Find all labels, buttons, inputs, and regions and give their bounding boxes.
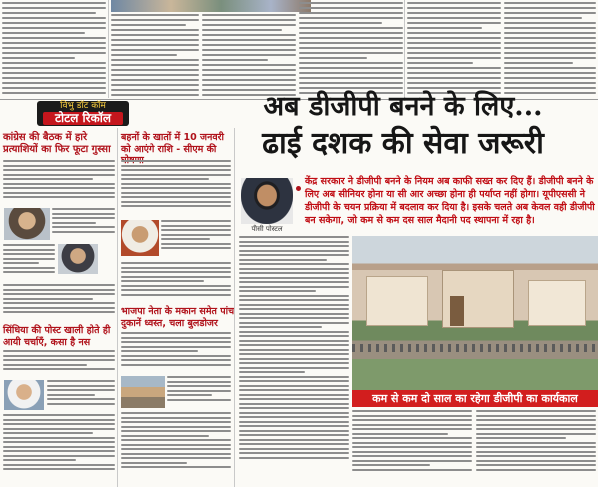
portrait-caption: पीसी पोस्टल <box>251 225 283 233</box>
deck-bullet-icon <box>296 186 301 191</box>
column-divider <box>404 0 405 98</box>
mid-col-text-3 <box>121 262 231 304</box>
badge-line-1: विभु डॉट कॉम <box>60 101 106 111</box>
left-col-text-4 <box>3 284 115 324</box>
mid-photo-1 <box>121 220 159 256</box>
mid-headline-2: भाजपा नेता के मकान समेत पांच दुकानें ध्वस्त, चला बुलडोजर <box>121 306 235 329</box>
main-col-text-1 <box>239 236 349 486</box>
mid-headline-1: बहनों के खातों में 10 जनवरी को आएंगे राशि - सीएम की <box>121 132 224 155</box>
mid-col-text-4 <box>121 332 231 376</box>
portrait-photo <box>241 178 293 224</box>
main-headline <box>208 90 598 164</box>
left-headline-1: कांग्रेस की बैठक में हारे प्रत्याशियों का फिर फूटा गुस्सा <box>3 132 111 155</box>
left-col-text-3 <box>3 244 55 282</box>
mid-col-text-6 <box>121 412 231 486</box>
column-divider <box>117 128 118 487</box>
main-col-text-3 <box>476 410 596 486</box>
top-col-1 <box>2 2 106 100</box>
top-col-5 <box>407 2 501 100</box>
section-badge <box>37 101 129 126</box>
top-col-4 <box>299 2 403 100</box>
mid-col-text-1 <box>121 160 231 218</box>
main-deck: केंद्र सरकार ने डीजीपी बनने के नियम अब काफी सख्त कर दिए हैं। डीजीपी बनने के लिए अब सीनियर होना या सी आर अच्छा होना ही पर्याप्त नहीं होगा। यूपीएससी ने डीजीपी के चयन प्रक्रिया में बदलाव कर दिया है। इसके चलते अब केवल वही डीजीपी बन सकेगा, जो कम से कम दस साल मैदानी पद स्थापना में रहा है। <box>305 176 595 226</box>
top-col-2 <box>111 14 199 100</box>
left-col-text-1 <box>3 160 115 208</box>
subhead-red-box: कम से कम दो साल का रहेगा डीजीपी का कार्यकाल <box>352 390 598 407</box>
left-photo-3 <box>4 380 44 410</box>
top-photo-strip <box>111 0 311 12</box>
mid-col-text-5 <box>167 376 231 410</box>
left-photo-2 <box>58 244 98 274</box>
left-headline-2: सिंधिया की पोस्ट खाली होते ही आयी चर्चाएँ, कसा है नस <box>3 325 111 348</box>
main-col-text-2 <box>352 410 472 486</box>
left-col-text-7 <box>3 414 115 486</box>
top-col-3 <box>202 14 296 100</box>
column-divider <box>234 128 235 487</box>
building-photo <box>352 236 598 390</box>
left-col-text-6 <box>47 380 115 412</box>
left-photo-1 <box>4 208 50 240</box>
mid-photo-2 <box>121 376 165 408</box>
left-col-text-5 <box>3 350 115 380</box>
left-col-text-2 <box>52 208 115 240</box>
mid-col-text-2 <box>161 220 231 260</box>
column-divider <box>108 0 109 98</box>
badge-line-2: टोटल रिकॉल <box>43 112 123 125</box>
main-title-line-2: ढाई दशक की सेवा जरूरी <box>262 126 544 161</box>
main-title-line-1: अब डीजीपी बनने के लिए... <box>263 91 543 122</box>
top-col-6 <box>504 2 596 100</box>
